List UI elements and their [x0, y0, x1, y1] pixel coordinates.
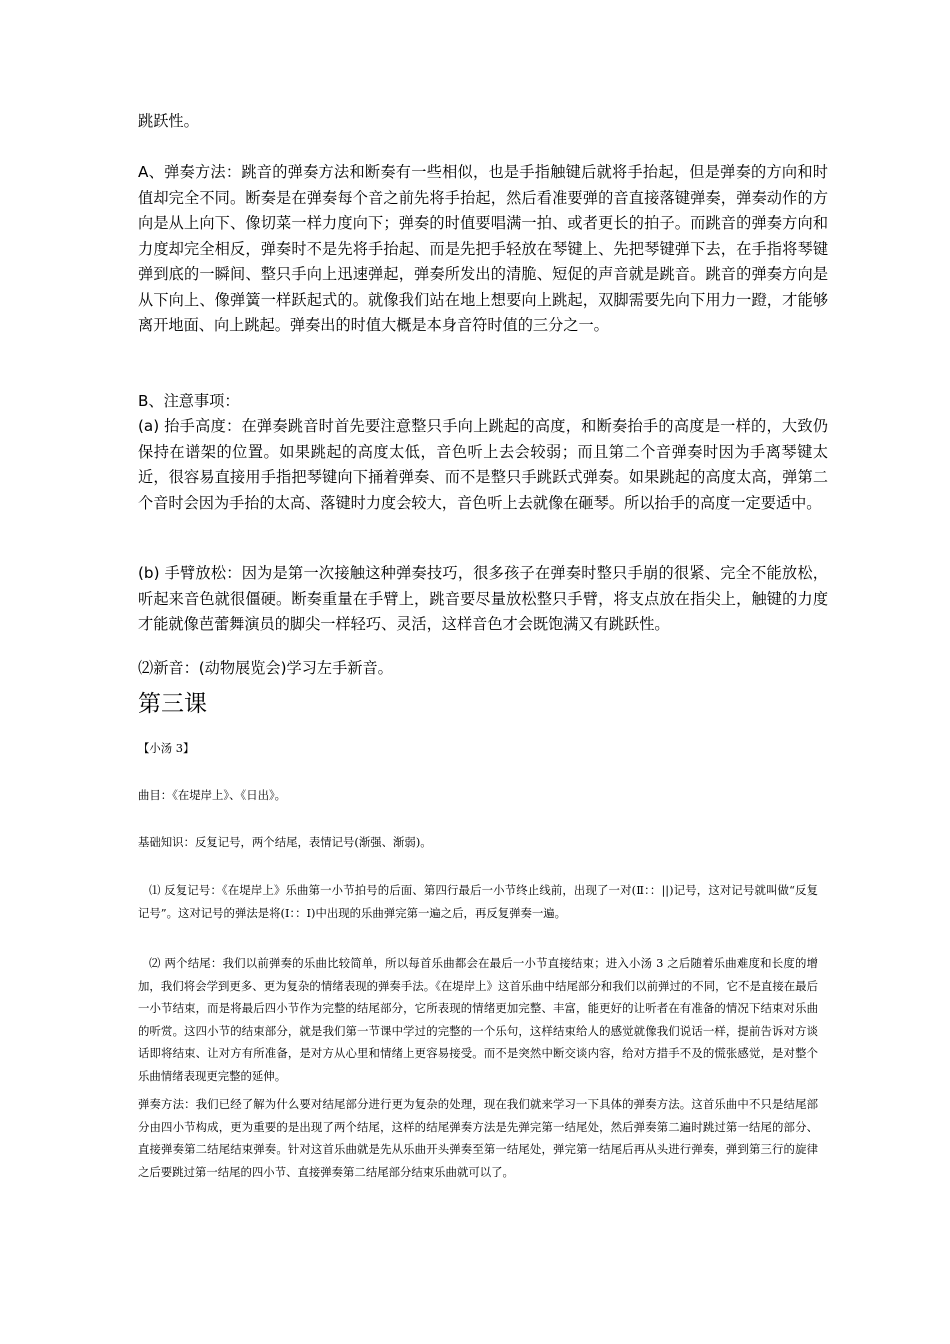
method-paragraph: 弹奏方法：我们已经了解为什么要对结尾部分进行更为复杂的处理，现在我们就来学习一下具体的弹奏方法。这首乐曲中不只是结尾部分由四小节构成，更为重要的是出现了两个结尾，这样的结尾弹奏方法是先弹完第一结尾处，然后弹奏第二遍时跳过第一结尾的部分、直接弹奏第二结尾结束弹奏。针对这首乐曲就是先从乐曲开头弹奏至第一结尾处，弹完第一结尾后再从头进行弹奏，弹到第三行的旋律之后要跳过第一结尾的四小节、直接弹奏第二结尾部分结束乐曲就可以了。: [138, 1097, 818, 1179]
book-tag: 【小汤 3】: [138, 741, 195, 755]
repeat-sign-paragraph: ⑴ 反复记号：《在堤岸上》乐曲第一小节拍号的后面、第四行最后一小节终止线前，出现了一对(Ⅱ：：||)记号，这对记号就叫做“反复记号”。这对记号的弹法是将(I：：I)中出现的乐曲弹完第一遍之后，再反复弹奏一遍。: [138, 883, 818, 920]
lesson-title: 第三课: [138, 691, 207, 717]
new-note-line: ⑵新音：(动物展览会)学习左手新音。: [138, 659, 393, 677]
intro-tail: 跳跃性。: [138, 112, 199, 130]
section-a-paragraph: A、弹奏方法：跳音的弹奏方法和断奏有一些相似，也是手指触键后就将手抬起，但是弹奏的方向和时值却完全不同。断奏是在弹奏每个音之前先将手抬起，然后看准要弹的音直接落键弹奏，弹奏动作的方向是从上向下、像切菜一样力度向下；弹奏的时值要唱满一拍、或者更长的拍子。而跳音的弹奏方向和力度却完全相反，弹奏时不是先将手抬起、而是先把手轻放在琴键上、先把琴键弹下去，在手指将琴键弹到底的一瞬间、整只手向上迅速弹起，弹奏所发出的清脆、短促的声音就是跳音。跳音的弹奏方向是从下向上、像弹簧一样跃起式的。就像我们站在地上想要向上跳起，双脚需要先向下用力一蹬，才能够离开地面、向上跳起。弹奏出的时值大概是本身音符时值的三分之一。: [138, 163, 828, 334]
section-b-title: B、注意事项：: [138, 392, 240, 410]
section-b-item-b: (b) 手臂放松：因为是第一次接触这种弹奏技巧，很多孩子在弹奏时整只手崩的很紧、完全不能放松，听起来音色就很僵硬。断奏重量在手臂上，跳音要尽量放松整只手臂，将支点放在指尖上，触键的力度才能就像芭蕾舞演员的脚尖一样轻巧、灵活，这样音色才会既饱满又有跳跃性。: [138, 564, 828, 633]
basics-line: 基础知识：反复记号，两个结尾，表情记号(渐强、渐弱)。: [138, 835, 432, 849]
pieces-line: 曲目：《在堤岸上》、《日出》。: [138, 788, 287, 802]
section-b-item-a: (a) 抬手高度：在弹奏跳音时首先要注意整只手向上跳起的高度，和断奏抬手的高度是一样的，大致仍保持在谱架的位置。如果跳起的高度太低，音色听上去会较弱；而且第二个音弹奏时因为手离琴键太近，很容易直接用手指把琴键向下捅着弹奏、而不是整只手跳跃式弹奏。如果跳起的高度太高，弹第二个音时会因为手抬的太高、落键时力度会较大，音色听上去就像在砸琴。所以抬手的高度一定要适中。: [138, 417, 828, 512]
two-endings-paragraph: ⑵ 两个结尾：我们以前弹奏的乐曲比较简单，所以每首乐曲都会在最后一小节直接结束；进入小汤 3 之后随着乐曲难度和长度的增加，我们将会学到更多、更为复杂的情绪表现的弹奏手法。《在堤岸上》这首乐曲中结尾部分和我们以前弹过的不同，它不是直接在最后一小节结束，而是将最后四小节作为完整的结尾部分，它所表现的情绪更加完整、丰富，能更好的让听者在有准备的情况下结束对乐曲的听赏。这四小节的结束部分，就是我们第一节课中学过的完整的一个乐句，这样结束给人的感觉就像我们说话一样，提前告诉对方谈话即将结束、让对方有所准备，是对方从心里和情绪上更容易接受。而不是突然中断交谈内容，给对方措手不及的慌张感觉，是对整个乐曲情绪表现更完整的延伸。: [138, 956, 818, 1083]
